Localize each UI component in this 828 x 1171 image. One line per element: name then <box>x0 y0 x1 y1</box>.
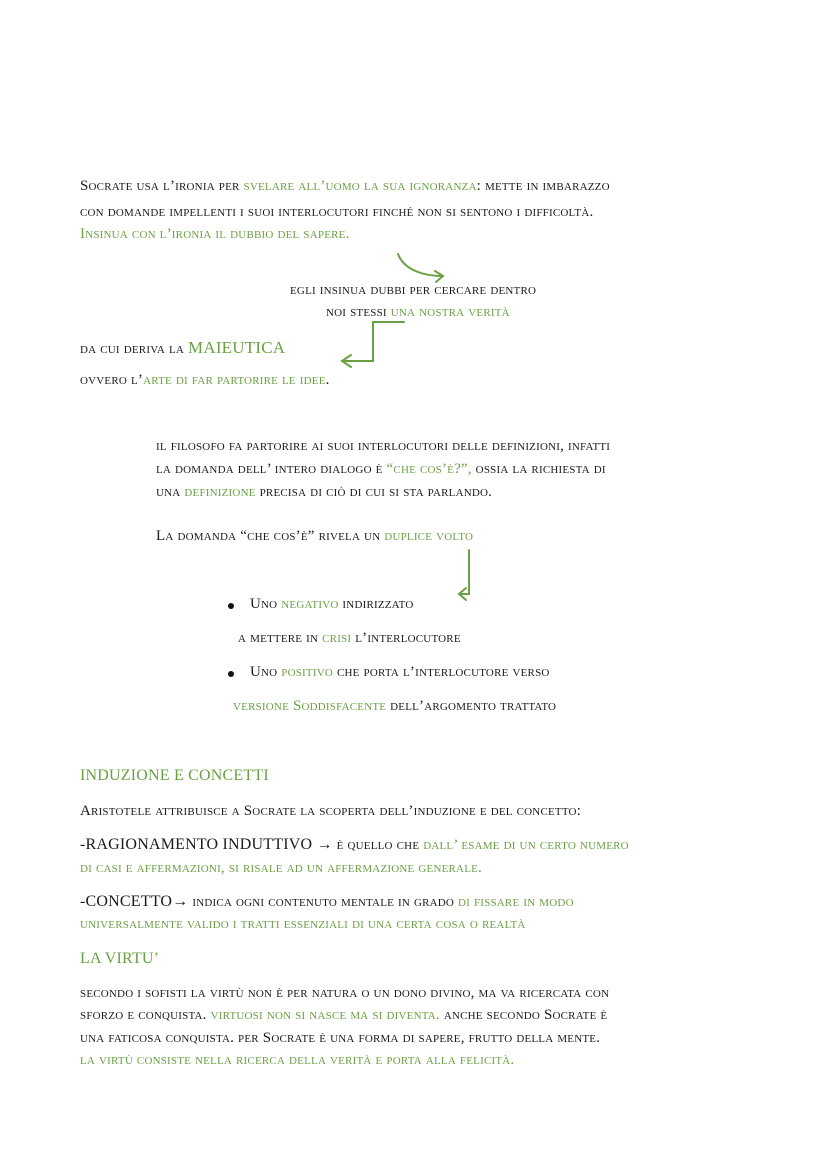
maieutica-line <box>80 338 285 358</box>
highlight-text: duplice volto <box>384 528 474 544</box>
bullet-item <box>250 664 550 681</box>
bullet-dot <box>228 603 234 609</box>
text: indirizzato <box>338 596 414 612</box>
arrow-icon: → <box>172 893 189 910</box>
paragraph-line: la virtù consiste nella ricerca della verità e porta alla felicità. <box>80 1052 515 1068</box>
highlight-text: crisi <box>322 630 352 646</box>
centered-line: egli insinua dubbi per cercare dentro <box>290 282 537 298</box>
highlight-text: una nostra verità <box>390 304 510 320</box>
highlight-text: versione Soddisfacente <box>233 698 387 714</box>
text: Socrate usa l’ironia per <box>80 178 244 194</box>
elbow-arrow-maieutica <box>344 322 404 361</box>
text: La domanda “che cos’è” rivela un <box>156 528 385 544</box>
section-heading: LA VIRTU’ <box>80 950 160 967</box>
paragraph-line: secondo i sofisti la virtù non è per natura o un dono divino, ma va ricercata con <box>80 985 610 1001</box>
text: precisa di ciò di cui si sta parlando. <box>255 484 493 500</box>
arrow-icon: → <box>316 836 333 853</box>
section-heading: INDUZIONE E CONCETTI <box>80 767 269 784</box>
text: : mette in imbarazzo <box>476 178 610 194</box>
highlight-text: virtuosi non si nasce ma si diventa. <box>210 1007 440 1023</box>
paragraph-line: Aristotele attribuisce a Socrate la scoperta dell’induzione e del concetto: <box>80 803 582 819</box>
paragraph-line: il filosofo fa partorire ai suoi interlocutori delle definizioni, infatti <box>156 438 611 454</box>
highlight-text: negativo <box>281 596 339 612</box>
highlight-text: positivo <box>281 664 333 680</box>
highlight-text: “che cos’è?”, <box>386 461 472 477</box>
paragraph-line: di casi e affermazioni, si risale ad un affermazione generale. <box>80 860 482 876</box>
paragraph-line: universalmente valido i tratti essenziali di una certa cosa o realtà <box>80 916 526 932</box>
curved-arrow <box>398 254 442 276</box>
bullet-continuation <box>233 698 556 715</box>
highlight-text: di fissare in modo <box>458 894 574 910</box>
bullet-dot <box>228 671 234 677</box>
paragraph-line <box>156 528 473 545</box>
centered-line <box>326 304 510 321</box>
term-label: -RAGIONAMENTO INDUTTIVO <box>80 836 317 853</box>
definition-line <box>80 893 574 911</box>
text: è quello che <box>332 837 424 853</box>
text: indica ogni contenuto mentale in grado <box>188 894 459 910</box>
maieutica-term: MAIEUTICA <box>188 338 286 357</box>
paragraph-line <box>156 461 606 478</box>
highlight-text: dall’ esame di un certo numero <box>423 837 629 853</box>
paragraph-line <box>80 178 610 195</box>
text: a mettere in <box>238 630 323 646</box>
text: dell’argomento trattato <box>386 698 557 714</box>
text: . <box>325 372 330 388</box>
text: la domanda dell’ intero dialogo è <box>156 461 387 477</box>
highlight-text: svelare all’uomo la sua ignoranza <box>243 178 477 194</box>
text: noi stessi <box>326 304 391 320</box>
text: una <box>156 484 185 500</box>
text: Uno <box>250 596 282 612</box>
text: anche secondo Socrate è <box>439 1007 608 1023</box>
paragraph-line <box>156 484 492 501</box>
text: da cui deriva la <box>80 341 189 357</box>
bullet-continuation <box>238 630 461 647</box>
highlight-text: arte di far partorire le idee <box>143 372 326 388</box>
text: sforzo e conquista. <box>80 1007 211 1023</box>
paragraph-line: una faticosa conquista. per Socrate è una forma di sapere, frutto della mente. <box>80 1030 601 1046</box>
text: che porta l’interlocutore verso <box>333 664 550 680</box>
bullet-item <box>250 596 413 613</box>
paragraph-line <box>80 372 330 389</box>
highlight-text: definizione <box>184 484 256 500</box>
text: l’interlocutore <box>351 630 461 646</box>
elbow-arrow-volto <box>461 550 469 594</box>
paragraph-line: Insinua con l’ironia il dubbio del sapere. <box>80 226 350 242</box>
term-label: -CONCETTO <box>80 893 173 910</box>
text: ovvero l’ <box>80 372 144 388</box>
text: Uno <box>250 664 282 680</box>
definition-line <box>80 836 629 854</box>
paragraph-line: con domande impellenti i suoi interlocutori finché non si sentono i difficoltà. <box>80 204 594 220</box>
text: ossia la richiesta di <box>471 461 606 477</box>
paragraph-line <box>80 1007 607 1024</box>
